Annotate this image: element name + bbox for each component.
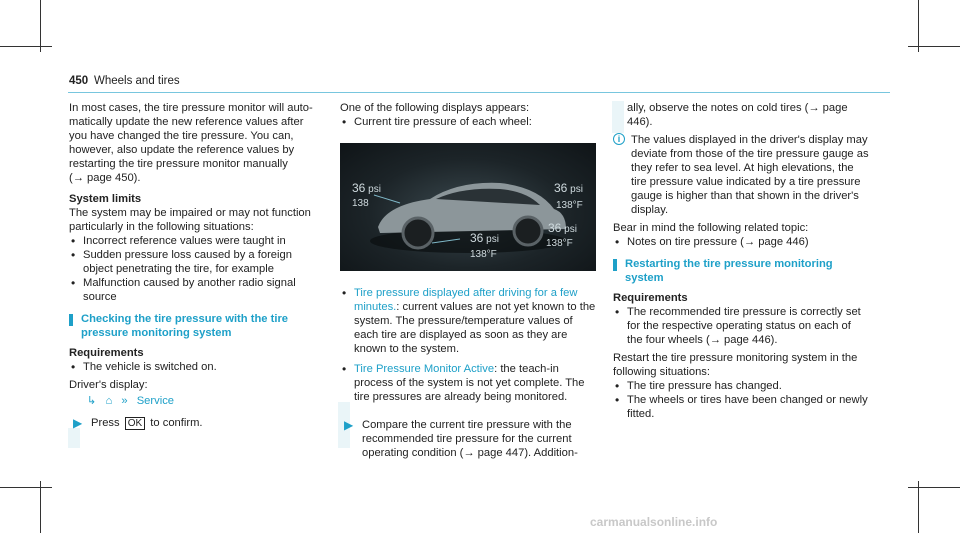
display-label: Driver's display:	[69, 379, 148, 391]
limits-heading: System limits	[69, 193, 142, 205]
crop-mark	[40, 0, 41, 52]
info-note: i The values displayed in the driver's display may deviate from those of the tire pressure gauge as they refer to sea level. At high elevations, the tire pressure value indicated by a tire pressure gauge is higher than that shown in the driver's display.	[613, 133, 869, 217]
intro-text: In most cases, the tire pressure monitor will auto- matically update the new reference values after you have changed the tire pressure. You can, however, also update the reference values by restarting the tire pressure monitor manually (→ page 450).	[69, 102, 313, 184]
bear-text: Bear in mind the following related topic:	[613, 222, 809, 234]
requirements-heading: Requirements	[613, 292, 688, 304]
list-item: • The recommended tire pressure is correctly set for the respective operating status on each of the four wheels (→ page 446).	[613, 305, 869, 347]
list-item: • Notes on tire pressure (→ page 446)	[613, 235, 869, 249]
tire-pressure-display-image	[340, 143, 596, 271]
requirements-heading: Requirements	[69, 347, 144, 359]
rr-pressure: 36 psi	[548, 221, 577, 235]
right-column	[613, 101, 869, 421]
section-heading: Checking the tire pressure with the tire pressure monitoring system	[69, 312, 321, 340]
rl-temp: 138°F	[470, 249, 497, 260]
display-message: Tire pressure displayed after driving for a few minutes.	[354, 287, 578, 313]
limits-text: The system may be impaired or may not function	[69, 207, 311, 219]
limits-list	[69, 234, 321, 304]
requirements-list	[613, 305, 869, 347]
crop-mark	[908, 487, 960, 488]
ok-key: OK	[125, 417, 145, 430]
watermark: carmanualsonline.info	[590, 515, 718, 529]
header-rule	[68, 92, 890, 93]
fr-temp: 138°F	[556, 200, 583, 211]
action-gutter	[68, 428, 80, 448]
display-list	[340, 115, 596, 129]
fl-temp: 138	[352, 198, 369, 209]
related-topics	[613, 235, 869, 249]
menu-service: Service	[136, 395, 175, 407]
crop-mark	[0, 487, 52, 488]
menu-path	[69, 394, 321, 408]
action-step: ▶ Press OK to confirm.	[73, 416, 203, 430]
action-arrow-icon: ▶	[73, 416, 83, 430]
page-number: 450	[69, 75, 89, 87]
list-item: • The vehicle is switched on.	[69, 360, 321, 374]
middle-intro: One of the following displays appears:	[340, 102, 530, 114]
info-icon: i	[613, 133, 625, 145]
display-message: Tire Pressure Monitor Active	[354, 363, 495, 375]
list-item: • Sudden pressure loss caused by a foreign object penetrating the tire, for example	[69, 248, 321, 276]
menu-arrow-icon: ↳	[87, 395, 97, 407]
action-arrow-icon: ▶	[344, 418, 354, 432]
left-column	[69, 101, 321, 430]
rr-temp: 138°F	[546, 238, 573, 249]
list-item: • Tire pressure displayed after driving for a few minutes.: current values are not yet known to the system. The pressure/temperature values of each tire are displayed as soon as they are known to the system.	[340, 286, 596, 356]
middle-column-lower	[340, 286, 596, 460]
list-item: • The wheels or tires have been changed or newly fitted.	[613, 393, 869, 421]
action-step: ▶ Compare the current tire pressure with the recommended tire pressure for the current operating condition (→ page 447). Addition-	[344, 418, 578, 459]
fr-pressure: 36 psi	[554, 181, 583, 195]
section-heading: Restarting the tire pressure monitoring system	[613, 257, 869, 285]
list-item: • Tire Pressure Monitor Active: the teach-in process of the system is not yet complete. The tire pressures are already being monitored.	[340, 362, 596, 404]
home-icon: ⌂	[105, 395, 113, 407]
list-item: • Current tire pressure of each wheel:	[340, 115, 596, 129]
page-title: Wheels and tires	[94, 75, 180, 87]
restart-text: Restart the tire pressure monitoring system in the following situations:	[613, 352, 858, 378]
crop-mark	[918, 481, 919, 533]
limits-text: particularly in the following situations:	[69, 221, 254, 233]
crop-mark	[908, 46, 960, 47]
middle-column	[340, 101, 596, 129]
requirements-list	[69, 360, 321, 374]
crop-mark	[918, 0, 919, 52]
crop-mark	[40, 481, 41, 533]
list-item: • Malfunction caused by another radio signal source	[69, 276, 321, 304]
list-item: • The tire pressure has changed.	[613, 379, 869, 393]
display-list-cont	[340, 286, 596, 404]
list-item: • Incorrect reference values were taught in	[69, 234, 321, 248]
fl-pressure: 36 psi	[352, 181, 381, 195]
restart-list	[613, 379, 869, 421]
crop-mark	[0, 46, 52, 47]
rl-pressure: 36 psi	[470, 231, 499, 245]
double-chevron-icon: »	[121, 395, 128, 407]
continued-text: ally, observe the notes on cold tires (→ page 446).	[627, 102, 848, 128]
